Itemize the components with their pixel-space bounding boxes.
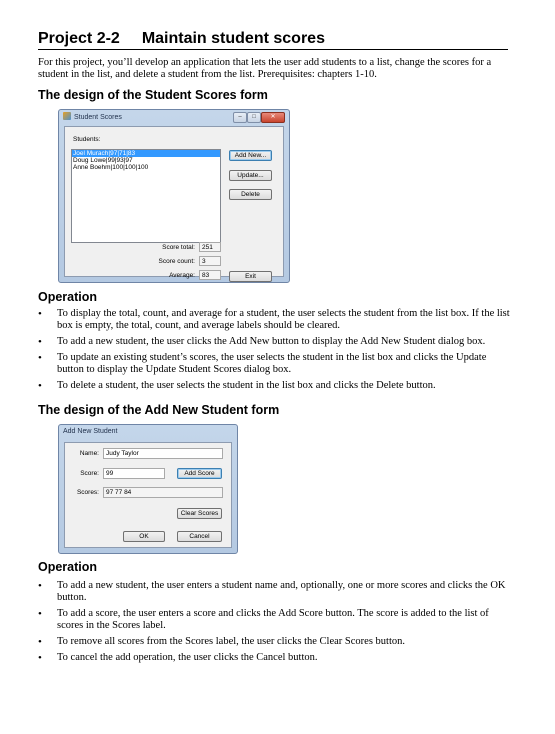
student-scores-window <box>58 109 290 283</box>
list-item: • To display the total, count, and average for a student, the user selects the student from the list box. If the list box is empty, the total, count, and average labels should be cleared. <box>38 308 513 332</box>
operation-list-2 <box>38 580 513 668</box>
window-titlebar <box>63 112 122 124</box>
project-number: Project 2-2 <box>38 30 120 47</box>
delete-button[interactable]: Delete <box>229 189 272 200</box>
score-input[interactable]: 99 <box>103 468 165 479</box>
list-item[interactable]: Anne Boehm|100|100|100 <box>73 164 149 171</box>
window-client-area <box>64 126 284 280</box>
window-title: Add New Student <box>63 428 118 435</box>
page-title <box>38 30 508 50</box>
name-input[interactable]: Judy Taylor <box>103 448 223 459</box>
list-item: • To update an existing student’s scores, the user selects the student in the list box and clicks the Update button to display the Update Student Scores dialog box. <box>38 352 513 376</box>
add-score-button[interactable]: Add Score <box>177 468 222 479</box>
list-item: • To cancel the add operation, the user clicks the Cancel button. <box>38 652 513 664</box>
operation-heading-2: Operation <box>38 560 98 574</box>
list-item[interactable]: Doug Lowe|99|93|97 <box>73 157 133 164</box>
scores-label: Scores: <box>76 489 99 496</box>
ok-button[interactable]: OK <box>123 531 165 542</box>
score-label: Score: <box>80 470 99 477</box>
add-new-button[interactable]: Add New... <box>229 150 272 161</box>
operation-heading-1: Operation <box>38 290 98 304</box>
list-item: • To add a new student, the user enters a student name and, optionally, one or more scores and clicks the OK button. <box>38 580 513 604</box>
intro-paragraph: For this project, you’ll develop an application that lets the user add students to a list, change the scores for a student in the list, and delete a student from the list. Prerequisites: chapters 1-10. <box>38 57 492 80</box>
section-heading-student-scores: The design of the Student Scores form <box>38 88 268 102</box>
score-count-value: 3 <box>199 256 221 266</box>
score-total-label: Score total: <box>162 244 195 251</box>
project-title: Maintain student scores <box>141 30 325 47</box>
window-controls <box>233 112 285 122</box>
clear-scores-button[interactable]: Clear Scores <box>177 508 222 519</box>
list-item[interactable]: Joel Murach|97|71|83 <box>72 150 220 157</box>
students-label: Students: <box>73 136 101 143</box>
list-item: • To add a score, the user enters a score and clicks the Add Score button. The score is added to the list of scores in the Scores label. <box>38 608 513 632</box>
window-client-area <box>64 442 232 548</box>
score-total-value: 251 <box>199 242 221 252</box>
scores-value: 97 77 84 <box>103 487 223 498</box>
window-titlebar <box>63 428 117 440</box>
window-title: Student Scores <box>74 114 122 121</box>
operation-list-1 <box>38 308 513 396</box>
list-item: • To delete a student, the user selects the student in the list box and clicks the Delete button. <box>38 380 513 392</box>
maximize-icon[interactable]: □ <box>247 112 261 123</box>
minimize-icon[interactable]: – <box>233 112 247 123</box>
average-label: Average: <box>169 272 195 279</box>
app-icon <box>63 112 71 120</box>
name-label: Name: <box>79 450 99 457</box>
cancel-button[interactable]: Cancel <box>177 531 222 542</box>
list-item: • To add a new student, the user clicks the Add New button to display the Add New Student dialog box. <box>38 336 513 348</box>
update-button[interactable]: Update... <box>229 170 272 181</box>
average-value: 83 <box>199 270 221 280</box>
close-icon[interactable]: ✕ <box>261 112 285 123</box>
add-new-student-window <box>58 424 238 554</box>
students-listbox[interactable] <box>71 149 221 243</box>
exit-button[interactable]: Exit <box>229 271 272 282</box>
score-count-label: Score count: <box>158 258 195 265</box>
list-item: • To remove all scores from the Scores label, the user clicks the Clear Scores button. <box>38 636 513 648</box>
section-heading-add-new-student: The design of the Add New Student form <box>38 403 280 417</box>
